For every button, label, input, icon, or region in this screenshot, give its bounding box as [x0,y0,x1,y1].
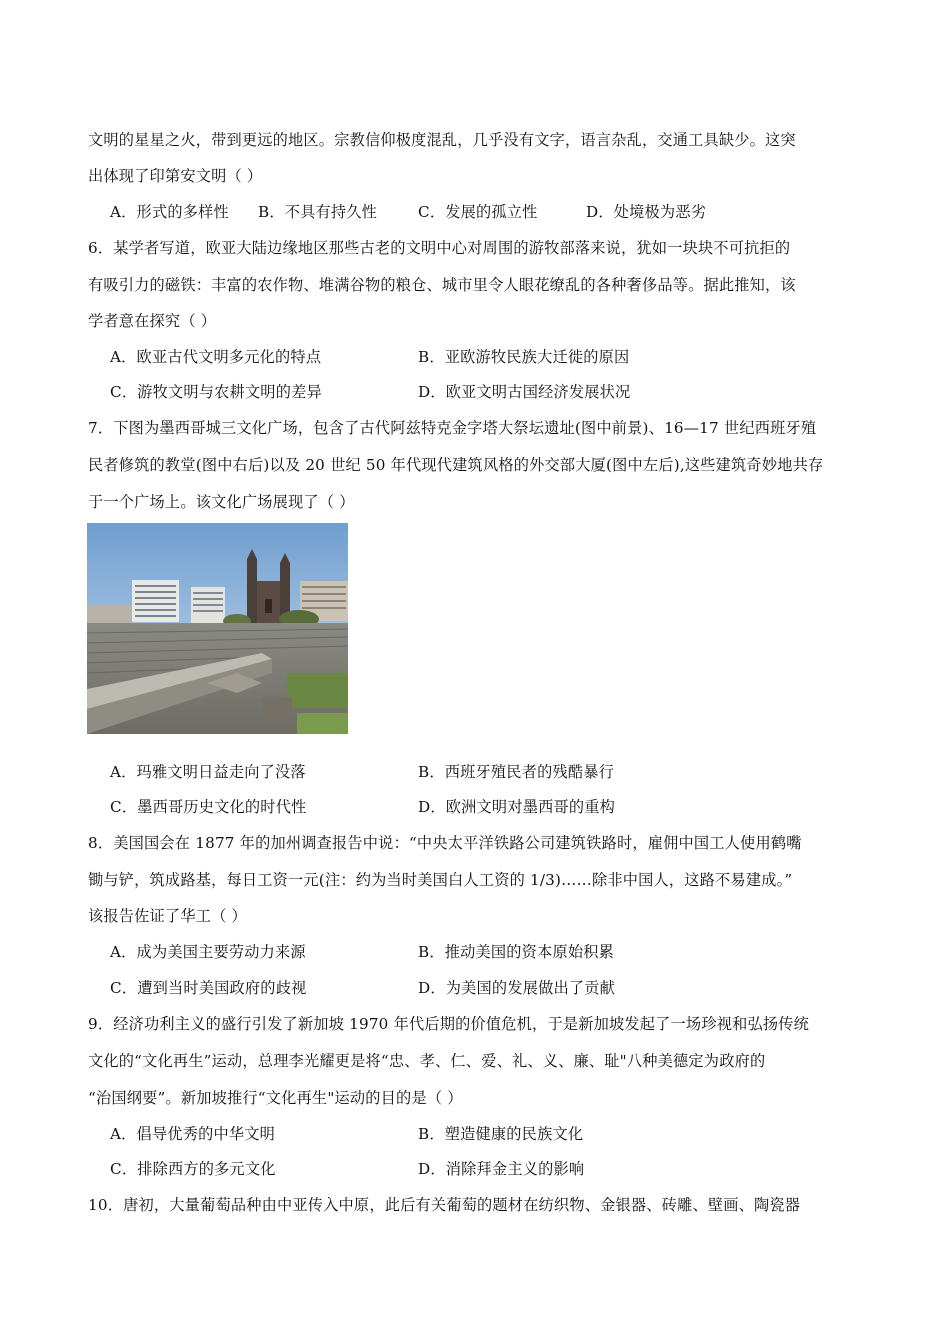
q7-text-line-2: 民者修筑的教堂(图中右后)以及 20 世纪 50 年代现代建筑风格的外交部大厦(图中左后),这些建筑奇妙地共存 [88,456,824,474]
q5-option-d[interactable]: D．处境极为恶劣 [586,203,707,221]
q8-option-b[interactable]: B．推动美国的资本原始积累 [418,943,615,961]
q5-option-b[interactable]: B．不具有持久性 [258,203,378,221]
q6-option-a[interactable]: A．欧亚古代文明多元化的特点 [110,348,322,366]
q5-option-a[interactable]: A．形式的多样性 [110,203,229,221]
q9-option-a[interactable]: A．倡导优秀的中华文明 [110,1125,276,1143]
q6-text-line-2: 有吸引力的磁铁：丰富的农作物、堆满谷物的粮仓、城市里令人眼花缭乱的各种奢侈品等。据此推知，该 [88,276,796,294]
q9-text-line-2: 文化的“文化再生”运动，总理李光耀更是将“忠、孝、仁、爱、礼、义、廉、耻"八种美德定为政府的 [88,1052,766,1070]
q6-text-line-1: 6．某学者写道，欧亚大陆边缘地区那些古老的文明中心对周围的游牧部落来说，犹如一块块不可抗拒的 [88,239,791,257]
q6-option-b[interactable]: B．亚欧游牧民族大迁徙的原因 [418,348,630,366]
q9-option-b[interactable]: B．塑造健康的民族文化 [418,1125,584,1143]
q5-text-line-2: 出体现了印第安文明（ ） [88,167,263,185]
q7-option-a[interactable]: A．玛雅文明日益走向了没落 [110,763,306,781]
q5-text-line-1: 文明的星星之火，带到更远的地区。宗教信仰极度混乱，几乎没有文字，语言杂乱，交通工具缺少。这突 [88,131,796,149]
q6-text-line-3: 学者意在探究（ ） [88,312,217,330]
q7-text-line-3: 于一个广场上。该文化广场展现了（ ） [88,493,355,511]
q9-option-d[interactable]: D．消除拜金主义的影响 [418,1160,585,1178]
q8-text-line-2: 锄与铲，筑成路基，每日工资一元(注：约为当时美国白人工资的 1/3)……除非中国人，这路不易建成。” [88,871,793,889]
q6-option-d[interactable]: D．欧亚文明古国经济发展状况 [418,383,631,401]
q6-option-c[interactable]: C．游牧文明与农耕文明的差异 [110,383,322,401]
q7-option-d[interactable]: D．欧洲文明对墨西哥的重构 [418,798,616,816]
q8-text-line-1: 8．美国国会在 1877 年的加州调查报告中说：“中央太平洋铁路公司建筑铁路时，雇佣中国工人使用鹤嘴 [88,834,802,852]
q9-text-line-1: 9．经济功利主义的盛行引发了新加坡 1970 年代后期的价值危机，于是新加坡发起了一场珍视和弘扬传统 [88,1015,810,1033]
q8-option-a[interactable]: A．成为美国主要劳动力来源 [110,943,306,961]
q10-text-line-1: 10．唐初，大量葡萄品种由中亚传入中原，此后有关葡萄的题材在纺织物、金银器、砖雕、壁画、陶瓷器 [88,1196,801,1214]
q8-text-line-3: 该报告佐证了华工（ ） [88,907,247,925]
q8-option-c[interactable]: C．遭到当时美国政府的歧视 [110,979,307,997]
q8-option-d[interactable]: D．为美国的发展做出了贡献 [418,979,616,997]
q7-option-c[interactable]: C．墨西哥历史文化的时代性 [110,798,307,816]
q7-text-line-1: 7．下图为墨西哥城三文化广场，包含了古代阿兹特克金字塔大祭坛遗址(图中前景)、16—17 世纪西班牙殖 [88,419,817,437]
q7-option-b[interactable]: B．西班牙殖民者的残酷暴行 [418,763,615,781]
q9-text-line-3: “治国纲要”。新加坡推行“文化再生"运动的目的是（ ） [88,1089,463,1107]
q5-option-c[interactable]: C．发展的孤立性 [418,203,538,221]
q9-option-c[interactable]: C．排除西方的多元文化 [110,1160,276,1178]
plaza-photo [87,523,348,734]
